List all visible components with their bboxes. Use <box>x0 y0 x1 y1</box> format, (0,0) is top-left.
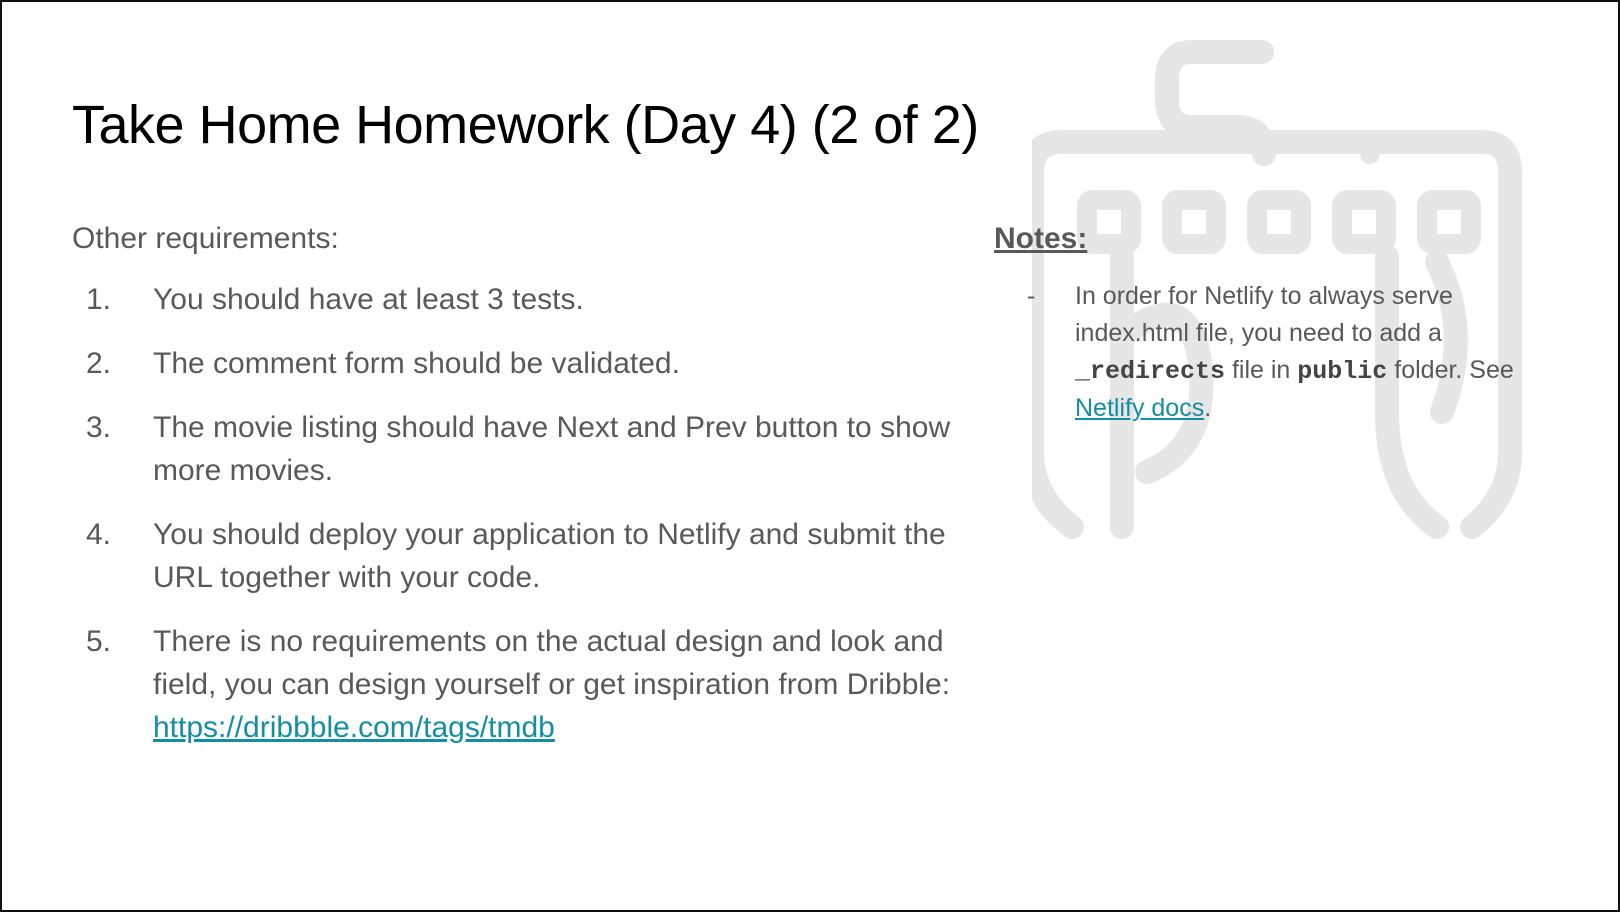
note-text: folder. See <box>1387 356 1514 384</box>
list-item <box>72 406 952 492</box>
requirements-list <box>72 278 952 749</box>
slide-title: Take Home Homework (Day 4) (2 of 2) <box>72 95 979 155</box>
item-text: The comment form should be validated. <box>153 347 680 380</box>
list-item <box>994 278 1514 427</box>
list-item <box>72 620 952 749</box>
item-number: 4. <box>86 518 112 551</box>
code-public: public <box>1297 357 1388 386</box>
note-text: In order for Netlify to always serve index.html file, you need to add a <box>1075 282 1453 347</box>
list-item <box>72 342 952 385</box>
note-text: . <box>1204 394 1212 422</box>
item-number: 2. <box>86 347 112 380</box>
item-text: The movie listing should have Next and Prev button to show more movies. <box>153 411 951 487</box>
item-number: 3. <box>86 411 112 444</box>
item-text: You should deploy your application to Netlify and submit the URL together with your code. <box>153 518 946 594</box>
note-text: file in <box>1225 356 1298 384</box>
code-redirects: _redirects <box>1075 357 1226 386</box>
list-item <box>72 513 952 599</box>
requirements-heading: Other requirements: <box>72 222 339 255</box>
item-number: 1. <box>86 283 112 316</box>
netlify-docs-link[interactable]: Netlify docs <box>1075 394 1205 422</box>
requirements-column <box>72 222 952 770</box>
notes-heading: Notes: <box>994 222 1088 255</box>
item-text: You should have at least 3 tests. <box>153 283 584 316</box>
list-item <box>72 278 952 321</box>
notes-list <box>994 278 1514 427</box>
item-number: 5. <box>86 625 112 658</box>
notes-column <box>994 222 1514 427</box>
dribbble-link[interactable]: https://dribbble.com/tags/tmdb <box>153 711 555 744</box>
bullet-dash: - <box>1027 282 1036 310</box>
item-text: There is no requirements on the actual design and look and field, you can design yourself or get inspiration from Dribble: <box>153 625 951 701</box>
